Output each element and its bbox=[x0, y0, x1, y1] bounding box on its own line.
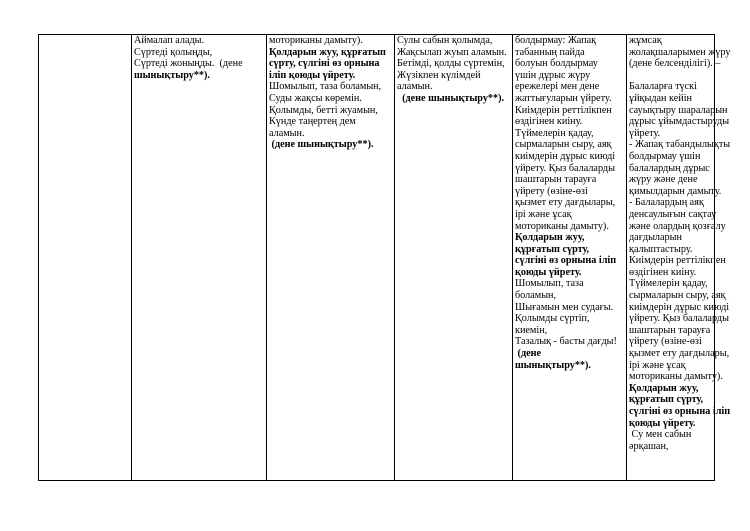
cell-text-line: сауықтыру шараларын bbox=[629, 104, 728, 116]
table-cell-col-3 bbox=[267, 35, 395, 480]
cell-text-line: дұрыс ұйымдастыруды bbox=[629, 116, 730, 128]
cell-text-line: қимылдарын дамыту. bbox=[629, 185, 722, 197]
cell-text-line: қызмет ету дағдылары, bbox=[515, 197, 616, 209]
cell-text-line: үйрету (өзіне-өзі bbox=[629, 336, 702, 348]
cell-text-line: Қолдарын жуу, құрғатып bbox=[269, 46, 386, 58]
cell-text-line: Шомылып, таза боламын, bbox=[269, 81, 382, 93]
cell-text-line: Күнде таңертең дем bbox=[269, 116, 356, 128]
cell-text-line: ірі және ұсақ bbox=[629, 359, 686, 371]
cell-text-line: жұмсақ bbox=[629, 35, 662, 46]
cell-text-line: болуын болдырмау bbox=[515, 58, 598, 70]
cell-text-line: іліп қоюды үйрету. bbox=[269, 69, 356, 81]
cell-text-line: Шығамын мен судағы. bbox=[515, 301, 614, 313]
table-cell-col-4 bbox=[395, 35, 513, 480]
cell-text-line: үшін дұрыс жүру bbox=[515, 69, 591, 81]
cell-text-line: Қолымды сүртіп, bbox=[515, 313, 590, 325]
cell-text-line: жүру және дене bbox=[629, 174, 698, 186]
cell-text-line: боламын, bbox=[515, 290, 557, 302]
cell-text-line: Киімдерін реттілікпен bbox=[515, 104, 612, 116]
cell-text-line: ұйқыдан кейін bbox=[629, 92, 692, 104]
cell-text-line: табанның пайда bbox=[515, 46, 585, 58]
table-cell-col-2 bbox=[132, 35, 267, 480]
cell-text-line: шаштарын тарауға bbox=[515, 174, 597, 186]
cell-text-line: дағдыларын bbox=[629, 232, 682, 244]
cell-text-line: жолақшаларымен жүру bbox=[629, 46, 731, 58]
cell-text-line: Сүртеді қолыңды, bbox=[134, 46, 213, 58]
table-cell-col-5 bbox=[513, 35, 627, 480]
cell-text-line: (дене шынықтыру**). bbox=[269, 139, 374, 151]
cell-text-line: Аймалап алады. bbox=[134, 35, 205, 46]
cell-text-line: Сүртеді жоныңды. (дене bbox=[134, 58, 243, 70]
cell-text-line: үйрету (өзіне-өзі bbox=[515, 185, 588, 197]
cell-text-line: сүлгіні өз орнына іліп bbox=[515, 255, 617, 267]
cell-text-line: Балаларға түскі bbox=[629, 81, 697, 93]
cell-text-line: жаттығуларын үйрету. bbox=[515, 92, 612, 104]
cell-text-line: Сулы сабын қолымда, bbox=[397, 35, 493, 46]
cell-text-line: өздігінен киіну. bbox=[515, 116, 583, 128]
cell-text-line: шынықтыру**). bbox=[134, 69, 210, 81]
cell-text-line: - Балалардың аяқ bbox=[629, 197, 704, 209]
cell-text-line: қалыптастыру. bbox=[629, 243, 693, 255]
cell-text-line: үйрету. bbox=[629, 127, 661, 139]
cell-text-line: (дене белсенділігі). – bbox=[629, 58, 721, 70]
cell-text-line: киемін, bbox=[515, 324, 548, 336]
cell-text-line: Түймелерін қадау, bbox=[515, 127, 594, 139]
cell-text-line: Қолымды, бетті жуамын, bbox=[269, 104, 378, 116]
cell-text-line: Түймелерін қадау, bbox=[629, 278, 708, 290]
cell-text-line: сырмаларын сыру, аяқ bbox=[515, 139, 612, 151]
cell-text-line: (дене bbox=[515, 348, 542, 360]
cell-text-line: құрғатып сүрту, bbox=[515, 243, 590, 255]
cell-text-line: киімдерін дұрыс киюді bbox=[629, 301, 730, 313]
cell-text-line: (дене шынықтыру**). bbox=[397, 92, 505, 104]
cell-text-line: Суды жақсы көремін. bbox=[269, 92, 362, 104]
cell-text-line: Қолдарын жуу, bbox=[515, 232, 585, 244]
cell-text-line: - Жапақ табандылықты bbox=[629, 139, 731, 151]
cell-text-line: қоюды үйрету. bbox=[515, 266, 582, 278]
cell-text-line: моториканы дамыту). bbox=[629, 371, 723, 383]
cell-text-line: моториканы дамыту). bbox=[515, 220, 609, 232]
cell-text-line: сүрту, сүлгіні өз орнына bbox=[269, 58, 380, 70]
cell-text-line: Шомылып, таза bbox=[515, 278, 584, 290]
cell-text-line: Су мен сабын bbox=[629, 429, 692, 441]
table-cell-col-6 bbox=[627, 35, 731, 480]
cell-text-line: балалардың дұрыс bbox=[629, 162, 710, 174]
cell-text-line: Жақсылап жуып аламын. bbox=[397, 46, 507, 58]
cell-text-line: моториканы дамыту). bbox=[269, 35, 363, 46]
cell-text-line: шаштарын тарауға bbox=[629, 324, 711, 336]
cell-text-line: киімдерін дұрыс киюді bbox=[515, 150, 616, 162]
cell-text-line: сүлгіні өз орнына іліп bbox=[629, 406, 731, 417]
cell-text-line: ережелері мен дене bbox=[515, 81, 600, 93]
cell-text-line: өздігінен киіну. bbox=[629, 266, 697, 278]
cell-text-line: үйрету. Қыз балаларды bbox=[629, 313, 729, 325]
cell-text-line: шынықтыру**). bbox=[515, 359, 591, 371]
cell-text-line: құрғатып сүрту, bbox=[629, 394, 704, 406]
table-cell-col-1 bbox=[39, 35, 132, 480]
cell-text-line: ірі және ұсақ bbox=[515, 208, 572, 220]
cell-text-line: болдырмау: Жапақ bbox=[515, 35, 597, 46]
cell-text-line: аламын. bbox=[397, 81, 433, 93]
cell-text-line: және олардың қозғалу bbox=[629, 220, 726, 232]
cell-text-line: қоюды үйрету. bbox=[629, 417, 696, 429]
cell-text-line: үйрету. Қыз балаларды bbox=[515, 162, 615, 174]
cell-text-line: аламын. bbox=[269, 127, 305, 139]
cell-text-line: болдырмау үшін bbox=[629, 150, 701, 162]
cell-text-line: Киімдерін реттілікпен bbox=[629, 255, 726, 267]
cell-text-line: Қолдарын жуу, bbox=[629, 382, 699, 394]
cell-text-line: әрқашан, bbox=[629, 440, 669, 452]
cell-text-line: қызмет ету дағдылары, bbox=[629, 348, 730, 360]
cell-text-line: Тазалық - басты дағды! bbox=[515, 336, 617, 348]
cell-text-line: Бетімді, қолды сүртемін, bbox=[397, 58, 505, 70]
schedule-table bbox=[38, 34, 731, 481]
cell-text-line: сырмаларын сыру, аяқ bbox=[629, 290, 726, 302]
cell-text-line: денсаулығын сақтау bbox=[629, 208, 717, 220]
cell-text-line bbox=[629, 70, 715, 82]
cell-text-line: Жүзікпен күлімдей bbox=[397, 69, 481, 81]
